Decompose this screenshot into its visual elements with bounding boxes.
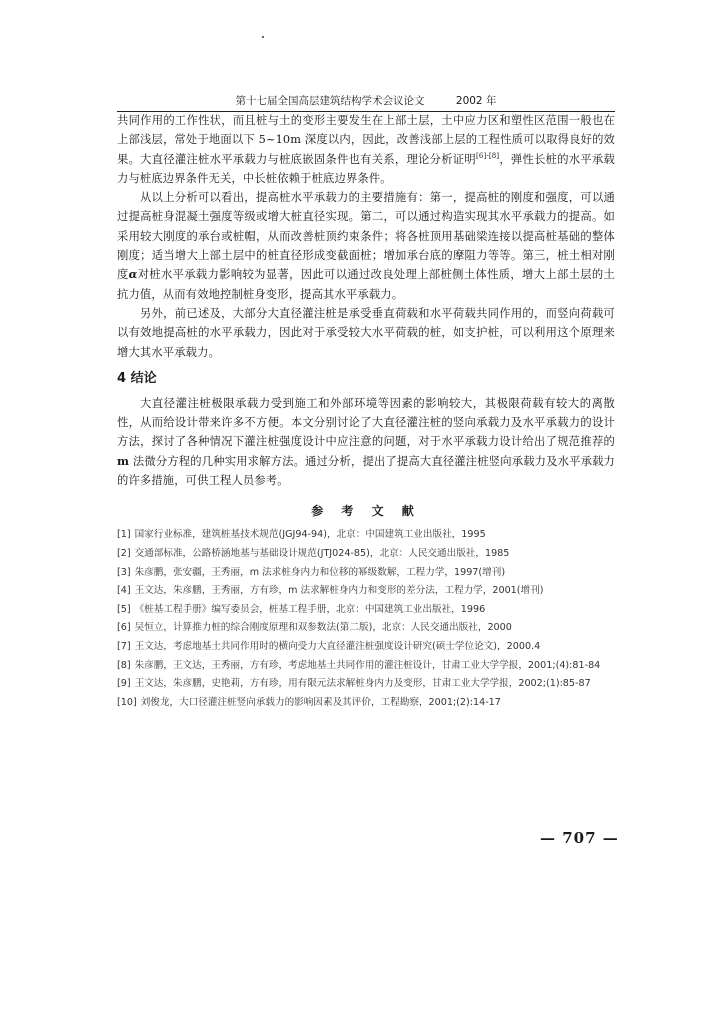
- page-number: — 707 —: [540, 829, 619, 847]
- reference-number: [8]: [117, 659, 131, 671]
- reference-text: 交通部标准，公路桥涵地基与基础设计规范(JTJ024-85)，北京：人民交通出版社，1985: [134, 547, 510, 559]
- m-symbol: m: [117, 453, 130, 468]
- reference-number: [9]: [117, 678, 131, 690]
- reference-item: [117, 601, 615, 620]
- paragraph-text: 法微分方程的几种实用求解方法。通过分析，提出了提高大直径灌注桩竖向承载力及水平承载力的许多措施，可供工程人员参考。: [117, 454, 615, 488]
- reference-item: [117, 545, 615, 564]
- reference-text: 王文达，朱彦鹏，王秀丽，方有珍，m 法求解桩身内力和变形的差分法，工程力学，2001(增刊): [134, 585, 544, 597]
- paragraph-text: 另外，前已述及，大部分大直径灌注桩是承受垂直荷载和水平荷载共同作用的，而竖向荷载可以有效地提高桩的水平承载力，因此对于承受较大水平荷载的桩，如支护桩，可以利用这个原理来增大其水平承载力。: [117, 306, 615, 359]
- reference-text: 王文达，朱彦鹏，史艳莉，方有珍，用有限元法求解桩身内力及变形，甘肃工业大学学报，2002;(1):85-87: [134, 678, 591, 690]
- reference-text: 王文达，考虑地基土共同作用时的横向受力大直径灌注桩强度设计研究(硕士学位论文)，2000.4: [134, 640, 541, 652]
- reference-number: [4]: [117, 585, 131, 597]
- section-heading-conclusion: 4 结论: [117, 370, 157, 386]
- paragraph-vertical-load: [117, 304, 615, 362]
- reference-item: [117, 526, 615, 545]
- reference-number: [3]: [117, 566, 131, 578]
- reference-text: 朱彦鹏，王文达，王秀丽，方有珍，考虑地基土共同作用的灌注桩设计，甘肃工业大学学报，2001;(4):81-84: [134, 659, 601, 671]
- reference-list: [117, 526, 615, 712]
- reference-item: [117, 657, 615, 676]
- header-year: 2002 年: [455, 95, 497, 107]
- paragraph-text: 对桩水平承载力影响较为显著，因此可以通过改良处理上部桩侧土体性质，增大上部土层的土抗力值，从而有效地控制桩身变形，提高其水平承载力。: [117, 268, 616, 301]
- reference-number: [10]: [117, 696, 137, 708]
- reference-text: 吴恒立，计算推力桩的综合刚度原理和双参数法(第二版)，北京：人民交通出版社，2000: [134, 622, 512, 634]
- reference-number: [1]: [117, 529, 131, 541]
- paragraph-text: 从以上分析可以看出，提高桩水平承载力的主要措施有：第一，提高桩的刚度和强度，可以通过提高桩身混凝土强度等级或增大桩直径实现。第二，可以通过构造实现其水平承载力的提高。如采用较大刚度的承台或桩帽，从而改善桩顶约束条件；将各桩顶用基础梁连接以提高桩基础的整体刚度；适当增大上部土层中的桩直径形成变截面桩；增加承台底的摩阻力等等。第三，桩土相对刚度: [117, 191, 615, 282]
- paragraph-measures: [117, 188, 615, 304]
- reference-item: [117, 619, 615, 638]
- reference-text: 国家行业标准，建筑桩基技术规范(JGJ94-94)，北京：中国建筑工业出版社，1995: [134, 529, 486, 541]
- paragraph-text: 大直径灌注桩极限承载力受到施工和外部环境等因素的影响较大，其极限荷载有较大的离散性，从而给设计带来许多不方便。本文分别讨论了大直径灌注桩的竖向承载力及水平承载力的设计方法，探讨了各种情况下灌注桩强度设计中应注意的问题，对于水平承载力设计给出了规范推荐的: [117, 396, 615, 449]
- conference-title: 第十七届全国高层建筑结构学术会议论文: [235, 95, 425, 107]
- citation-marker: [6]-[8]: [475, 151, 500, 160]
- reference-item: [117, 582, 615, 601]
- alpha-symbol: α: [128, 267, 138, 282]
- paragraph-continuation: [117, 111, 615, 188]
- reference-number: [6]: [117, 622, 131, 634]
- running-header: [117, 93, 615, 112]
- paragraph-conclusion: [117, 394, 615, 490]
- paragraph-text: ，弹性长桩的水平承载力与桩底边界条件无关，中长桩依赖于桩底边界条件。: [117, 152, 615, 185]
- paragraph-text: 共同作用的工作性状，而且桩与土的变形主要发生在上部土层，土中应力区和塑性区范围一般也在上部浅层，常处于地面以下 5~10m 深度以内，因此，改善浅部上层的工程性质可以取得良好的效果。大直径灌注桩水平承载力与桩底嵌固条件也有关系，理论分析证明: [117, 114, 615, 166]
- reference-item: [117, 564, 615, 583]
- page-content: [117, 111, 615, 712]
- reference-item: [117, 638, 615, 657]
- scan-speck: [262, 36, 264, 38]
- references-heading: 参 考 文 献: [311, 504, 421, 519]
- reference-number: [2]: [117, 547, 131, 559]
- reference-number: [7]: [117, 640, 131, 652]
- reference-item: [117, 675, 615, 694]
- reference-text: 朱彦鹏，张安疆，王秀丽，m 法求桩身内力和位移的幂级数解，工程力学，1997(增刊): [134, 566, 506, 578]
- reference-item: [117, 694, 615, 713]
- reference-text: 《桩基工程手册》编写委员会，桩基工程手册，北京：中国建筑工业出版社，1996: [134, 603, 486, 615]
- reference-number: [5]: [117, 603, 131, 615]
- reference-text: 刘俊龙，大口径灌注桩竖向承载力的影响因素及其评价，工程勘察，2001;(2):14-17: [140, 696, 501, 708]
